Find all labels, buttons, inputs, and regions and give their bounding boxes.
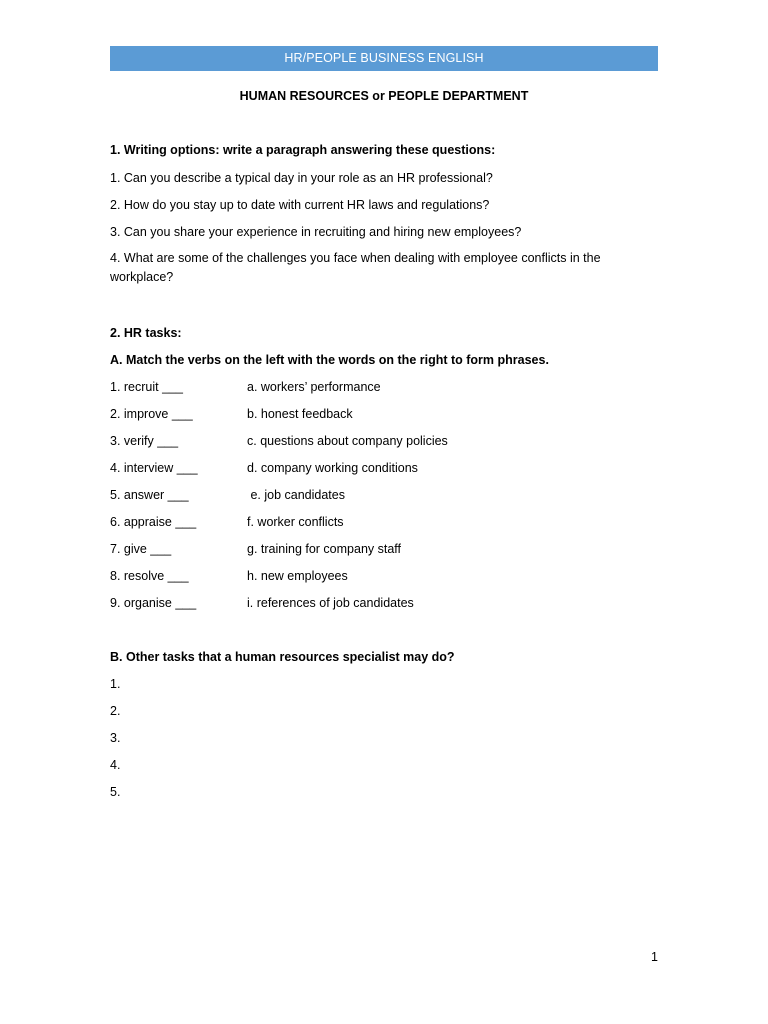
section-2b-heading: B. Other tasks that a human resources specialist may do? (110, 650, 455, 664)
phrase-item: c. questions about company policies (247, 434, 448, 448)
verb-item: 8. resolve ___ (110, 569, 189, 583)
phrase-item: b. honest feedback (247, 407, 353, 421)
verb-item: 3. verify ___ (110, 434, 179, 448)
match-row (110, 541, 658, 557)
verb-item: 6. appraise ___ (110, 515, 197, 529)
phrase-item: f. worker conflicts (247, 515, 344, 529)
blank-item: 4. (110, 758, 121, 772)
verb-item: 7. give ___ (110, 542, 172, 556)
question-item: 4. What are some of the challenges you face when dealing with employee conflicts in the workplace? (110, 251, 601, 284)
blank-item: 2. (110, 704, 121, 718)
verb-item: 5. answer ___ (110, 488, 189, 502)
header-banner: HR/PEOPLE BUSINESS ENGLISH (110, 46, 658, 71)
question-item: 1. Can you describe a typical day in your role as an HR professional? (110, 171, 493, 185)
question-list (110, 170, 658, 287)
blank-item: 5. (110, 785, 121, 799)
match-row (110, 568, 658, 584)
section-2a-heading: A. Match the verbs on the left with the words on the right to form phrases. (110, 353, 549, 367)
match-row (110, 595, 658, 611)
match-row (110, 514, 658, 530)
section-2-heading: 2. HR tasks: (110, 326, 182, 340)
verb-item: 9. organise ___ (110, 596, 197, 610)
phrase-item: g. training for company staff (247, 542, 402, 556)
page-number: 1 (651, 950, 658, 964)
match-list (110, 379, 658, 611)
question-item: 2. How do you stay up to date with current HR laws and regulations? (110, 198, 490, 212)
phrase-item: i. references of job candidates (247, 596, 414, 610)
document-title: HUMAN RESOURCES or PEOPLE DEPARTMENT (239, 89, 529, 103)
phrase-item: a. workers’ performance (247, 380, 381, 394)
section-1-heading: 1. Writing options: write a paragraph answering these questions: (110, 143, 496, 157)
verb-item: 2. improve ___ (110, 407, 193, 421)
match-row (110, 460, 658, 476)
match-row (110, 379, 658, 395)
phrase-item: h. new employees (247, 569, 348, 583)
question-item: 3. Can you share your experience in recruiting and hiring new employees? (110, 225, 522, 239)
document-page (110, 46, 658, 800)
blank-list (110, 676, 658, 800)
blank-item: 1. (110, 677, 121, 691)
match-row (110, 433, 658, 449)
match-row (110, 406, 658, 422)
blank-item: 3. (110, 731, 121, 745)
match-row (110, 487, 658, 503)
verb-item: 1. recruit ___ (110, 380, 183, 394)
phrase-item: e. job candidates (247, 488, 345, 502)
phrase-item: d. company working conditions (247, 461, 418, 475)
verb-item: 4. interview ___ (110, 461, 198, 475)
